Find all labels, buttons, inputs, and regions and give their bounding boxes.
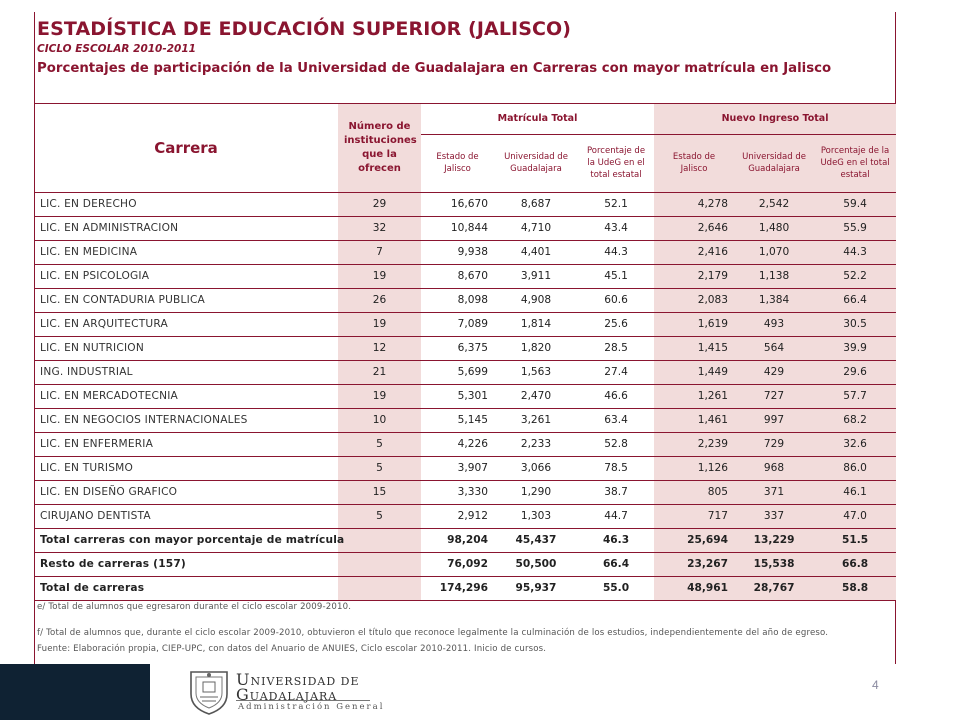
cell-m-udg: 1,290 xyxy=(494,480,578,504)
cell-n-udg: 564 xyxy=(734,336,814,360)
total-row xyxy=(34,576,896,600)
cell-carrera: LIC. EN ARQUITECTURA xyxy=(34,312,338,336)
cell-m-porcentaje: 38.7 xyxy=(578,480,654,504)
note-fuente: Fuente: Elaboración propia, CIEP-UPC, con datos del Anuario de ANUIES, Ciclo escolar 2010-2011. Inicio de cursos. xyxy=(37,644,547,654)
cell-n-estado: 2,646 xyxy=(654,216,734,240)
cell-m-porcentaje: 27.4 xyxy=(578,360,654,384)
cell-m-estado: 16,670 xyxy=(421,192,494,216)
footer-color-block xyxy=(0,664,150,720)
table-row xyxy=(34,360,896,384)
cell-m-porcentaje: 52.8 xyxy=(578,432,654,456)
cell-m-udg: 2,470 xyxy=(494,384,578,408)
cell-m-udg: 1,814 xyxy=(494,312,578,336)
page-title: ESTADÍSTICA DE EDUCACIÓN SUPERIOR (JALISCO) xyxy=(37,18,572,40)
cell-n-porcentaje: 51.5 xyxy=(814,528,896,552)
table-row xyxy=(34,480,896,504)
cell-instituciones: 19 xyxy=(338,264,421,288)
table-body xyxy=(34,192,896,600)
header-carrera: Carrera xyxy=(34,104,338,192)
cell-n-udg: 28,767 xyxy=(734,576,814,600)
cell-n-porcentaje: 46.1 xyxy=(814,480,896,504)
cell-n-estado: 1,126 xyxy=(654,456,734,480)
cell-m-estado: 8,098 xyxy=(421,288,494,312)
cell-n-estado: 25,694 xyxy=(654,528,734,552)
cell-n-udg: 968 xyxy=(734,456,814,480)
cell-carrera: LIC. EN DERECHO xyxy=(34,192,338,216)
cell-n-udg: 15,538 xyxy=(734,552,814,576)
total-row xyxy=(34,552,896,576)
header-nuevo-ingreso-total: Nuevo Ingreso Total xyxy=(654,104,896,134)
cell-carrera: LIC. EN DISEÑO GRAFICO xyxy=(34,480,338,504)
cell-n-udg: 493 xyxy=(734,312,814,336)
cell-instituciones: 15 xyxy=(338,480,421,504)
cell-m-udg: 3,066 xyxy=(494,456,578,480)
cell-m-udg: 3,911 xyxy=(494,264,578,288)
table-row xyxy=(34,408,896,432)
cell-n-porcentaje: 58.8 xyxy=(814,576,896,600)
cell-n-porcentaje: 66.4 xyxy=(814,288,896,312)
cell-m-estado: 8,670 xyxy=(421,264,494,288)
header-matricula-total: Matrícula Total xyxy=(421,104,654,134)
cell-carrera: LIC. EN ENFERMERIA xyxy=(34,432,338,456)
note-e: e/ Total de alumnos que egresaron durante el ciclo escolar 2009-2010. xyxy=(37,602,352,612)
cell-m-estado: 76,092 xyxy=(421,552,494,576)
cell-n-estado: 1,619 xyxy=(654,312,734,336)
header-m-porcentaje: Porcentaje de la UdeG en el total estatal xyxy=(578,134,654,192)
logo-line-2: GUADALAJARA xyxy=(236,685,338,704)
shield-icon xyxy=(188,668,230,716)
cell-instituciones xyxy=(338,576,421,600)
cell-n-porcentaje: 32.6 xyxy=(814,432,896,456)
cell-instituciones: 5 xyxy=(338,504,421,528)
cell-n-estado: 1,261 xyxy=(654,384,734,408)
table-header xyxy=(34,104,896,192)
cell-instituciones: 7 xyxy=(338,240,421,264)
header-n-estado: Estado de Jalisco xyxy=(654,134,734,192)
cell-m-udg: 4,710 xyxy=(494,216,578,240)
cell-n-porcentaje: 57.7 xyxy=(814,384,896,408)
logo-line-3: Administración General xyxy=(238,702,385,712)
header-m-estado: Estado de Jalisco xyxy=(421,134,494,192)
cell-n-porcentaje: 86.0 xyxy=(814,456,896,480)
header-m-udg: Universidad de Guadalajara xyxy=(494,134,578,192)
cell-carrera: LIC. EN NEGOCIOS INTERNACIONALES xyxy=(34,408,338,432)
cell-m-udg: 1,303 xyxy=(494,504,578,528)
cell-m-estado: 10,844 xyxy=(421,216,494,240)
table-row xyxy=(34,240,896,264)
cell-m-udg: 8,687 xyxy=(494,192,578,216)
cell-n-udg: 13,229 xyxy=(734,528,814,552)
cell-n-estado: 2,083 xyxy=(654,288,734,312)
cell-m-porcentaje: 55.0 xyxy=(578,576,654,600)
cell-m-estado: 7,089 xyxy=(421,312,494,336)
cell-instituciones xyxy=(338,552,421,576)
cell-m-estado: 4,226 xyxy=(421,432,494,456)
cell-carrera: ING. INDUSTRIAL xyxy=(34,360,338,384)
cell-m-estado: 3,330 xyxy=(421,480,494,504)
cell-m-porcentaje: 45.1 xyxy=(578,264,654,288)
cell-instituciones: 19 xyxy=(338,312,421,336)
cell-n-udg: 727 xyxy=(734,384,814,408)
cell-n-porcentaje: 55.9 xyxy=(814,216,896,240)
cell-instituciones: 32 xyxy=(338,216,421,240)
total-row xyxy=(34,528,896,552)
logo-rule xyxy=(236,700,370,701)
cell-m-udg: 45,437 xyxy=(494,528,578,552)
note-f: f/ Total de alumnos que, durante el ciclo escolar 2009-2010, obtuvieron el título que reconoce legalmente la culminación de los estudios, independientemente del año de egreso. xyxy=(37,628,829,638)
cell-instituciones: 26 xyxy=(338,288,421,312)
table-row xyxy=(34,432,896,456)
header-num-instituciones: Número de instituciones que la ofrecen xyxy=(338,104,421,192)
cell-carrera: LIC. EN PSICOLOGIA xyxy=(34,264,338,288)
cell-m-porcentaje: 25.6 xyxy=(578,312,654,336)
cell-carrera: LIC. EN TURISMO xyxy=(34,456,338,480)
cell-n-porcentaje: 52.2 xyxy=(814,264,896,288)
table-row xyxy=(34,504,896,528)
cell-m-porcentaje: 43.4 xyxy=(578,216,654,240)
cell-n-porcentaje: 39.9 xyxy=(814,336,896,360)
cell-carrera: Resto de carreras (157) xyxy=(34,552,338,576)
cell-carrera: LIC. EN MERCADOTECNIA xyxy=(34,384,338,408)
cell-n-porcentaje: 29.6 xyxy=(814,360,896,384)
header-n-udg: Universidad de Guadalajara xyxy=(734,134,814,192)
cell-m-estado: 2,912 xyxy=(421,504,494,528)
cell-m-estado: 5,301 xyxy=(421,384,494,408)
cell-n-estado: 4,278 xyxy=(654,192,734,216)
cell-m-porcentaje: 63.4 xyxy=(578,408,654,432)
table-row xyxy=(34,216,896,240)
cell-carrera: Total carreras con mayor porcentaje de matrícula xyxy=(34,528,338,552)
cell-n-estado: 2,179 xyxy=(654,264,734,288)
cell-n-porcentaje: 47.0 xyxy=(814,504,896,528)
cell-n-estado: 717 xyxy=(654,504,734,528)
cell-n-udg: 429 xyxy=(734,360,814,384)
table-row xyxy=(34,456,896,480)
page-number: 4 xyxy=(872,678,879,692)
cell-carrera: LIC. EN CONTADURIA PUBLICA xyxy=(34,288,338,312)
table-row xyxy=(34,384,896,408)
cell-m-porcentaje: 60.6 xyxy=(578,288,654,312)
cell-m-estado: 3,907 xyxy=(421,456,494,480)
cell-instituciones: 19 xyxy=(338,384,421,408)
university-logo xyxy=(188,666,385,718)
cell-n-udg: 1,070 xyxy=(734,240,814,264)
cell-n-estado: 1,461 xyxy=(654,408,734,432)
cell-carrera: LIC. EN NUTRICION xyxy=(34,336,338,360)
cell-m-porcentaje: 44.3 xyxy=(578,240,654,264)
cell-n-udg: 371 xyxy=(734,480,814,504)
table-row xyxy=(34,336,896,360)
cell-m-porcentaje: 44.7 xyxy=(578,504,654,528)
cell-m-udg: 2,233 xyxy=(494,432,578,456)
cell-n-porcentaje: 68.2 xyxy=(814,408,896,432)
cell-instituciones xyxy=(338,528,421,552)
cell-n-estado: 2,416 xyxy=(654,240,734,264)
cycle-label: CICLO ESCOLAR 2010-2011 xyxy=(37,43,196,55)
cell-n-udg: 337 xyxy=(734,504,814,528)
cell-instituciones: 5 xyxy=(338,432,421,456)
cell-m-udg: 1,563 xyxy=(494,360,578,384)
cell-n-estado: 1,449 xyxy=(654,360,734,384)
cell-m-estado: 9,938 xyxy=(421,240,494,264)
cell-instituciones: 10 xyxy=(338,408,421,432)
cell-n-estado: 1,415 xyxy=(654,336,734,360)
cell-m-udg: 4,401 xyxy=(494,240,578,264)
cell-n-udg: 729 xyxy=(734,432,814,456)
cell-n-porcentaje: 30.5 xyxy=(814,312,896,336)
cell-n-estado: 2,239 xyxy=(654,432,734,456)
cell-carrera: CIRUJANO DENTISTA xyxy=(34,504,338,528)
cell-n-porcentaje: 59.4 xyxy=(814,192,896,216)
cell-m-estado: 174,296 xyxy=(421,576,494,600)
table-row xyxy=(34,192,896,216)
cell-m-udg: 3,261 xyxy=(494,408,578,432)
cell-n-udg: 2,542 xyxy=(734,192,814,216)
cell-n-estado: 23,267 xyxy=(654,552,734,576)
header-n-porcentaje: Porcentaje de la UdeG en el total estatal xyxy=(814,134,896,192)
cell-m-porcentaje: 46.3 xyxy=(578,528,654,552)
cell-m-estado: 5,699 xyxy=(421,360,494,384)
cell-m-porcentaje: 78.5 xyxy=(578,456,654,480)
cell-n-porcentaje: 66.8 xyxy=(814,552,896,576)
cell-carrera: LIC. EN ADMINISTRACION xyxy=(34,216,338,240)
cell-m-udg: 95,937 xyxy=(494,576,578,600)
cell-instituciones: 12 xyxy=(338,336,421,360)
cell-m-estado: 6,375 xyxy=(421,336,494,360)
cell-n-udg: 1,138 xyxy=(734,264,814,288)
table-row xyxy=(34,312,896,336)
cell-instituciones: 5 xyxy=(338,456,421,480)
cell-m-porcentaje: 28.5 xyxy=(578,336,654,360)
cell-m-estado: 5,145 xyxy=(421,408,494,432)
table-row xyxy=(34,288,896,312)
cell-m-porcentaje: 66.4 xyxy=(578,552,654,576)
cell-n-udg: 1,384 xyxy=(734,288,814,312)
cell-m-estado: 98,204 xyxy=(421,528,494,552)
cell-n-udg: 1,480 xyxy=(734,216,814,240)
cell-m-udg: 4,908 xyxy=(494,288,578,312)
cell-m-udg: 50,500 xyxy=(494,552,578,576)
cell-n-porcentaje: 44.3 xyxy=(814,240,896,264)
cell-m-porcentaje: 52.1 xyxy=(578,192,654,216)
cell-m-porcentaje: 46.6 xyxy=(578,384,654,408)
logo-line-1: UNIVERSIDAD DE xyxy=(236,670,360,689)
table-row xyxy=(34,264,896,288)
cell-n-udg: 997 xyxy=(734,408,814,432)
cell-instituciones: 21 xyxy=(338,360,421,384)
cell-carrera: LIC. EN MEDICINA xyxy=(34,240,338,264)
cell-instituciones: 29 xyxy=(338,192,421,216)
cell-n-estado: 805 xyxy=(654,480,734,504)
page-subtitle: Porcentajes de participación de la Universidad de Guadalajara en Carreras con mayor matrícula en Jalisco xyxy=(37,61,832,76)
cell-m-udg: 1,820 xyxy=(494,336,578,360)
statistics-table xyxy=(34,104,896,601)
cell-n-estado: 48,961 xyxy=(654,576,734,600)
cell-carrera: Total de carreras xyxy=(34,576,338,600)
